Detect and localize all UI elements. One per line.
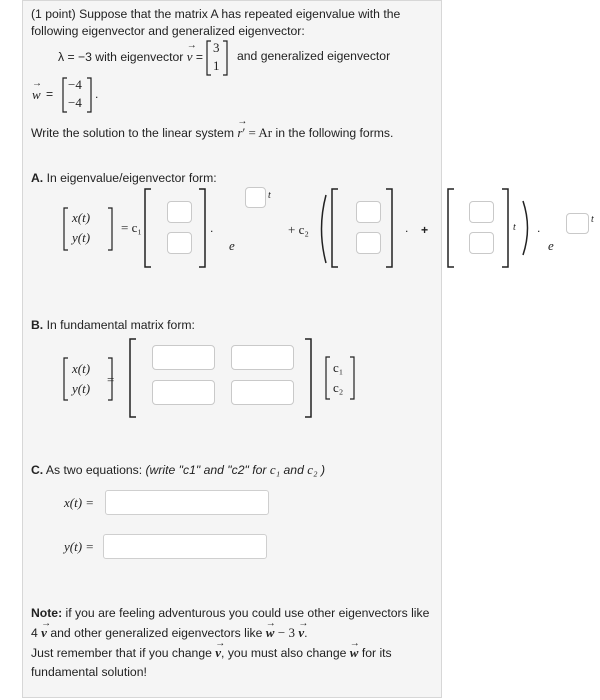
dot-1: .: [210, 221, 214, 235]
w-period: .: [95, 87, 99, 101]
part-a-vec1-top-input[interactable]: [167, 201, 192, 223]
part-c-and: and: [283, 463, 304, 477]
part-a-vec1-bottom-input[interactable]: [167, 232, 192, 254]
part-c-close: ): [320, 463, 326, 477]
w-entry-2: −4: [68, 95, 82, 110]
prompt-equation: ′ = Ar: [242, 125, 273, 140]
part-b-title: In fundamental matrix form:: [46, 318, 195, 332]
note-w-symbol-2: → w: [350, 643, 359, 662]
part-a-left-paren: [316, 194, 328, 264]
part-b-m12-input[interactable]: [231, 345, 294, 370]
part-a-t2: t: [513, 222, 516, 233]
part-c-c1: c₁: [269, 462, 281, 477]
part-b-m11-input[interactable]: [152, 345, 215, 370]
note-minus-three: − 3: [277, 625, 295, 640]
note-line-1: [31, 604, 429, 623]
part-a-vec2-bottom-input[interactable]: [356, 232, 381, 254]
note-v-symbol-3: → v: [215, 643, 221, 662]
part-c-x-input[interactable]: [105, 490, 269, 515]
part-b-heading: [31, 318, 195, 332]
w-vector-symbol: → w: [32, 87, 41, 103]
part-b-c1: c₁: [333, 360, 344, 375]
dot-2: .: [405, 221, 409, 235]
points-label: (1 point): [31, 7, 76, 21]
note-line-1-text: if you are feeling adventurous you could use other eigenvectors like: [65, 606, 430, 620]
and-generalized-text: and generalized eigenvector: [237, 49, 391, 63]
part-a-plus: +: [421, 223, 429, 237]
w-entry-1: −4: [68, 77, 82, 92]
part-a-vec2-top-input[interactable]: [356, 201, 381, 223]
part-a-vec3-bottom-input[interactable]: [469, 232, 494, 254]
part-c-y-input[interactable]: [103, 534, 267, 559]
part-b-m21-input[interactable]: [152, 380, 215, 405]
v-entry-1: 3: [213, 40, 220, 55]
part-a-vec3-brackets: [446, 188, 510, 268]
note-line-3-text-c: for its: [361, 646, 392, 660]
note-v-symbol-2: → v: [298, 623, 304, 642]
v-vector-symbol: → v: [187, 49, 193, 65]
note-line-3-text-b: , you must also change: [221, 646, 347, 660]
note-line-4: fundamental solution!: [31, 665, 147, 679]
part-a-t3: t: [591, 214, 594, 225]
note-label: Note:: [31, 606, 63, 620]
dot-3: .: [537, 221, 541, 235]
part-c-title-italic: (write "c1" and "c2" for: [145, 463, 267, 477]
part-a-exp1-input[interactable]: [245, 187, 266, 208]
part-a-eq-c1: = c₁: [121, 220, 142, 235]
prompt-line: [31, 125, 393, 141]
part-a-plus-c2: + c₂: [288, 222, 309, 237]
note-v-symbol-1: → v: [41, 623, 47, 642]
part-b-equals: =: [107, 372, 115, 387]
note-block: [31, 604, 429, 682]
note-line-2-text: and other generalized eigenvectors like: [50, 626, 263, 640]
lambda-text: λ = −3 with eigenvector: [58, 50, 184, 64]
r-vector-symbol: → r: [237, 125, 242, 141]
eigenvalue-line: λ = −3 with eigenvector → v =: [58, 49, 203, 65]
part-a-y-t: y(t): [72, 230, 91, 245]
note-line-3: [31, 643, 429, 663]
intro-line-2: following eigenvector and generalized eigenvector:: [31, 24, 305, 38]
w-equals: =: [46, 87, 54, 101]
part-c-heading: [31, 462, 325, 478]
intro-text-1: Suppose that the matrix A has repeated eigenvalue with the: [79, 7, 401, 21]
part-a-e2: e: [548, 238, 554, 253]
part-a-exp2-input[interactable]: [566, 213, 589, 234]
part-c-y-label: y(t) =: [64, 539, 95, 554]
part-a-e1: e: [229, 238, 235, 253]
part-a-vec3-top-input[interactable]: [469, 201, 494, 223]
part-b-x-t: x(t): [72, 361, 91, 376]
part-b-y-t: y(t): [72, 381, 91, 396]
part-b-m22-input[interactable]: [231, 380, 294, 405]
part-b-label: B.: [31, 318, 44, 332]
part-c-x-label: x(t) =: [64, 495, 95, 510]
part-a-vec1-brackets: [143, 188, 207, 268]
part-a-x-t: x(t): [72, 210, 91, 225]
note-four: 4: [31, 626, 38, 640]
note-w-symbol-1: → w: [266, 623, 275, 642]
part-a-label: A.: [31, 171, 44, 185]
part-c-title: As two equations:: [45, 463, 143, 477]
part-b-c2: c₂: [333, 380, 344, 395]
note-line-3-text-a: Just remember that if you change: [31, 646, 212, 660]
part-c-label: C.: [31, 463, 44, 477]
part-c-c2: c₂: [307, 462, 318, 477]
prompt-text-before: Write the solution to the linear system: [31, 126, 234, 140]
note-line-2: 4 → v and other generalized eigenvectors like → w − 3 → v.: [31, 623, 429, 643]
part-a-title: In eigenvalue/eigenvector form:: [46, 171, 217, 185]
v-entry-2: 1: [213, 58, 220, 73]
part-a-right-paren: [521, 200, 533, 256]
prompt-text-after: in the following forms.: [275, 126, 394, 140]
part-a-heading: [31, 171, 217, 185]
part-a-vec2-brackets: [330, 188, 394, 268]
intro-line-1: [31, 7, 400, 21]
part-a-t1: t: [268, 190, 271, 201]
